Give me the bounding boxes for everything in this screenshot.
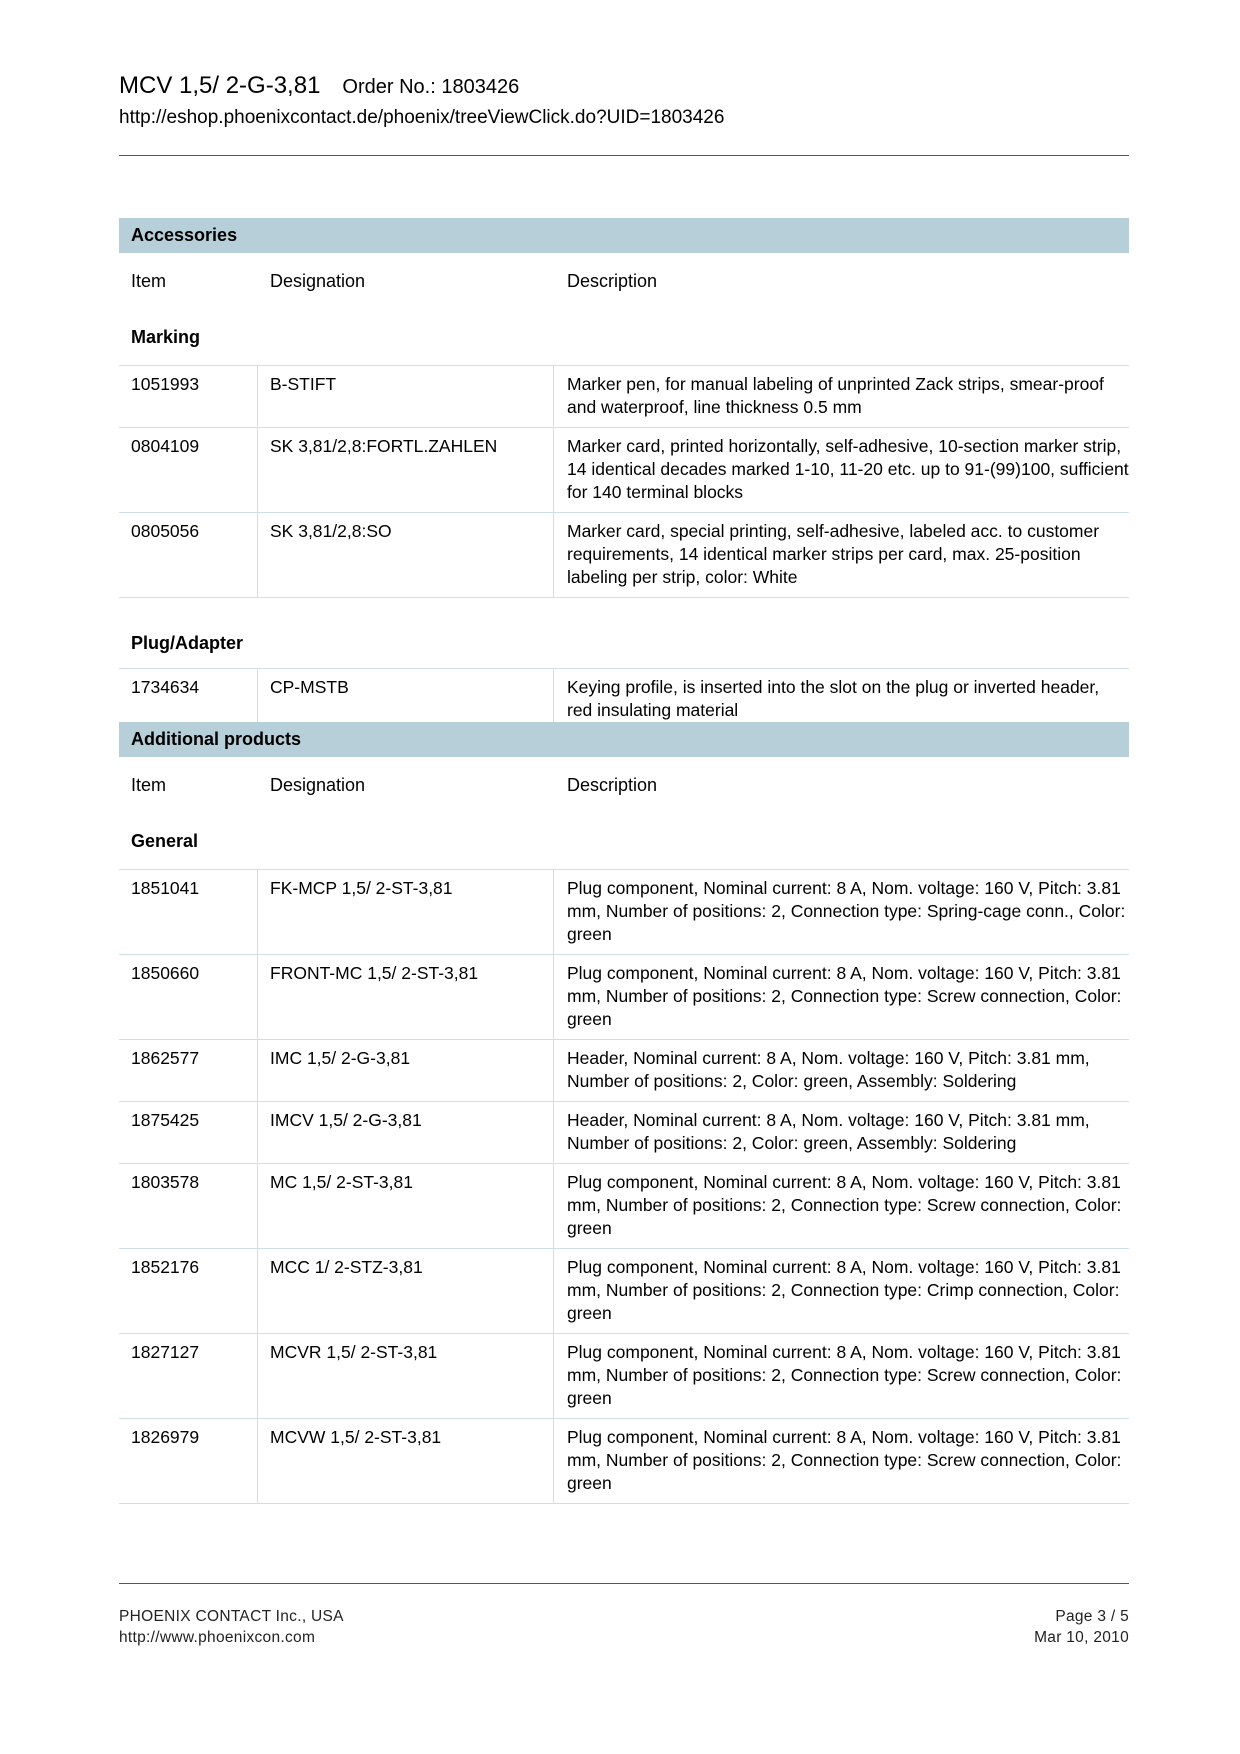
table-row [119,1102,1129,1164]
description: Header, Nominal current: 8 A, Nom. voltage: 160 V, Pitch: 3.81 mm, Number of positions: 2, Color: green, Assembly: Soldering [567,1048,1090,1091]
designation: IMCV 1,5/ 2-G-3,81 [258,1102,554,1163]
designation: FRONT-MC 1,5/ 2-ST-3,81 [258,955,554,1039]
table-row [119,870,1129,955]
description: Plug component, Nominal current: 8 A, Nom. voltage: 160 V, Pitch: 3.81 mm, Number of positions: 2, Connection type: Screw connection, Color: green [567,963,1122,1029]
accessories-section-title: Accessories [119,218,1129,253]
description: Plug component, Nominal current: 8 A, Nom. voltage: 160 V, Pitch: 3.81 mm, Number of positions: 2, Connection type: Screw connection, Color: green [567,1342,1122,1408]
description: Marker card, special printing, self-adhesive, labeled acc. to customer requirements, 14 identical marker strips per card, max. 25-position labeling per strip, color: White [567,521,1100,587]
table-row [119,428,1129,513]
item-number: 1803578 [119,1164,258,1248]
designation: MCVW 1,5/ 2-ST-3,81 [258,1419,554,1503]
table-row [119,955,1129,1040]
footer-company-block [119,1606,344,1648]
item-number: 1875425 [119,1102,258,1163]
product-url[interactable]: http://eshop.phoenixcontact.de/phoenix/treeViewClick.do?UID=1803426 [119,107,725,128]
company-name: PHOENIX CONTACT Inc., USA [119,1608,344,1625]
page-number: Page 3 / 5 [1055,1608,1129,1625]
table-row [119,1164,1129,1249]
item-number: 0805056 [119,513,258,597]
description: Plug component, Nominal current: 8 A, Nom. voltage: 160 V, Pitch: 3.81 mm, Number of positions: 2, Connection type: Crimp connection, Color: green [567,1257,1121,1323]
column-header-description: Description [567,270,658,291]
column-header-designation: Designation [270,270,366,291]
table-row [119,1334,1129,1419]
designation: B-STIFT [258,366,554,427]
item-number: 1850660 [119,955,258,1039]
item-number: 1826979 [119,1419,258,1503]
footer-divider [119,1583,1129,1584]
item-number: 1851041 [119,870,258,954]
order-number: Order No.: 1803426 [342,76,520,98]
description: Marker card, printed horizontally, self-adhesive, 10-section marker strip, 14 identical decades marked 1-10, 11-20 etc. up to 91-(99)100, sufficient for 140 terminal blocks [567,436,1129,502]
group-title-marking: Marking [131,327,201,347]
accessories-section [119,218,1129,731]
designation: MC 1,5/ 2-ST-3,81 [258,1164,554,1248]
column-header-item: Item [131,774,167,795]
item-number: 1734634 [119,669,258,730]
table-row [119,1040,1129,1102]
table-row [119,1419,1129,1504]
description: Marker pen, for manual labeling of unprinted Zack strips, smear-proof and waterproof, line thickness 0.5 mm [567,374,1104,417]
column-header-item: Item [131,270,167,291]
general-table [119,869,1129,1504]
item-number: 1852176 [119,1249,258,1333]
group-title-general: General [131,831,199,851]
additional-column-headers [119,757,1129,813]
description: Keying profile, is inserted into the slot on the plug or inverted header, red insulating material [567,677,1100,720]
product-name: MCV 1,5/ 2-G-3,81 [119,72,321,99]
additional-products-section [119,722,1129,1504]
accessories-column-headers [119,253,1129,309]
header-divider [119,155,1129,156]
footer-page-block [1034,1606,1129,1648]
document-header [119,72,1129,129]
additional-products-section-title: Additional products [119,722,1129,757]
designation: SK 3,81/2,8:SO [258,513,554,597]
item-number: 1827127 [119,1334,258,1418]
designation: SK 3,81/2,8:FORTL.ZAHLEN [258,428,554,512]
column-header-designation: Designation [270,774,366,795]
designation: CP-MSTB [258,669,554,730]
title-line [119,72,1129,104]
table-row [119,513,1129,598]
table-row [119,366,1129,428]
description: Plug component, Nominal current: 8 A, Nom. voltage: 160 V, Pitch: 3.81 mm, Number of positions: 2, Connection type: Spring-cage conn., Color: green [567,878,1126,944]
column-header-description: Description [567,774,658,795]
company-website[interactable]: http://www.phoenixcon.com [119,1629,316,1646]
description: Plug component, Nominal current: 8 A, Nom. voltage: 160 V, Pitch: 3.81 mm, Number of positions: 2, Connection type: Screw connection, Color: green [567,1427,1122,1493]
table-row [119,1249,1129,1334]
group-title-plug-adapter: Plug/Adapter [131,633,244,653]
document-date: Mar 10, 2010 [1034,1629,1129,1646]
item-number: 1862577 [119,1040,258,1101]
marking-table [119,365,1129,598]
item-number: 1051993 [119,366,258,427]
description: Header, Nominal current: 8 A, Nom. voltage: 160 V, Pitch: 3.81 mm, Number of positions: 2, Color: green, Assembly: Soldering [567,1110,1090,1153]
designation: MCVR 1,5/ 2-ST-3,81 [258,1334,554,1418]
item-number: 0804109 [119,428,258,512]
designation: FK-MCP 1,5/ 2-ST-3,81 [258,870,554,954]
description: Plug component, Nominal current: 8 A, Nom. voltage: 160 V, Pitch: 3.81 mm, Number of positions: 2, Connection type: Screw connection, Color: green [567,1172,1122,1238]
designation: MCC 1/ 2-STZ-3,81 [258,1249,554,1333]
designation: IMC 1,5/ 2-G-3,81 [258,1040,554,1101]
